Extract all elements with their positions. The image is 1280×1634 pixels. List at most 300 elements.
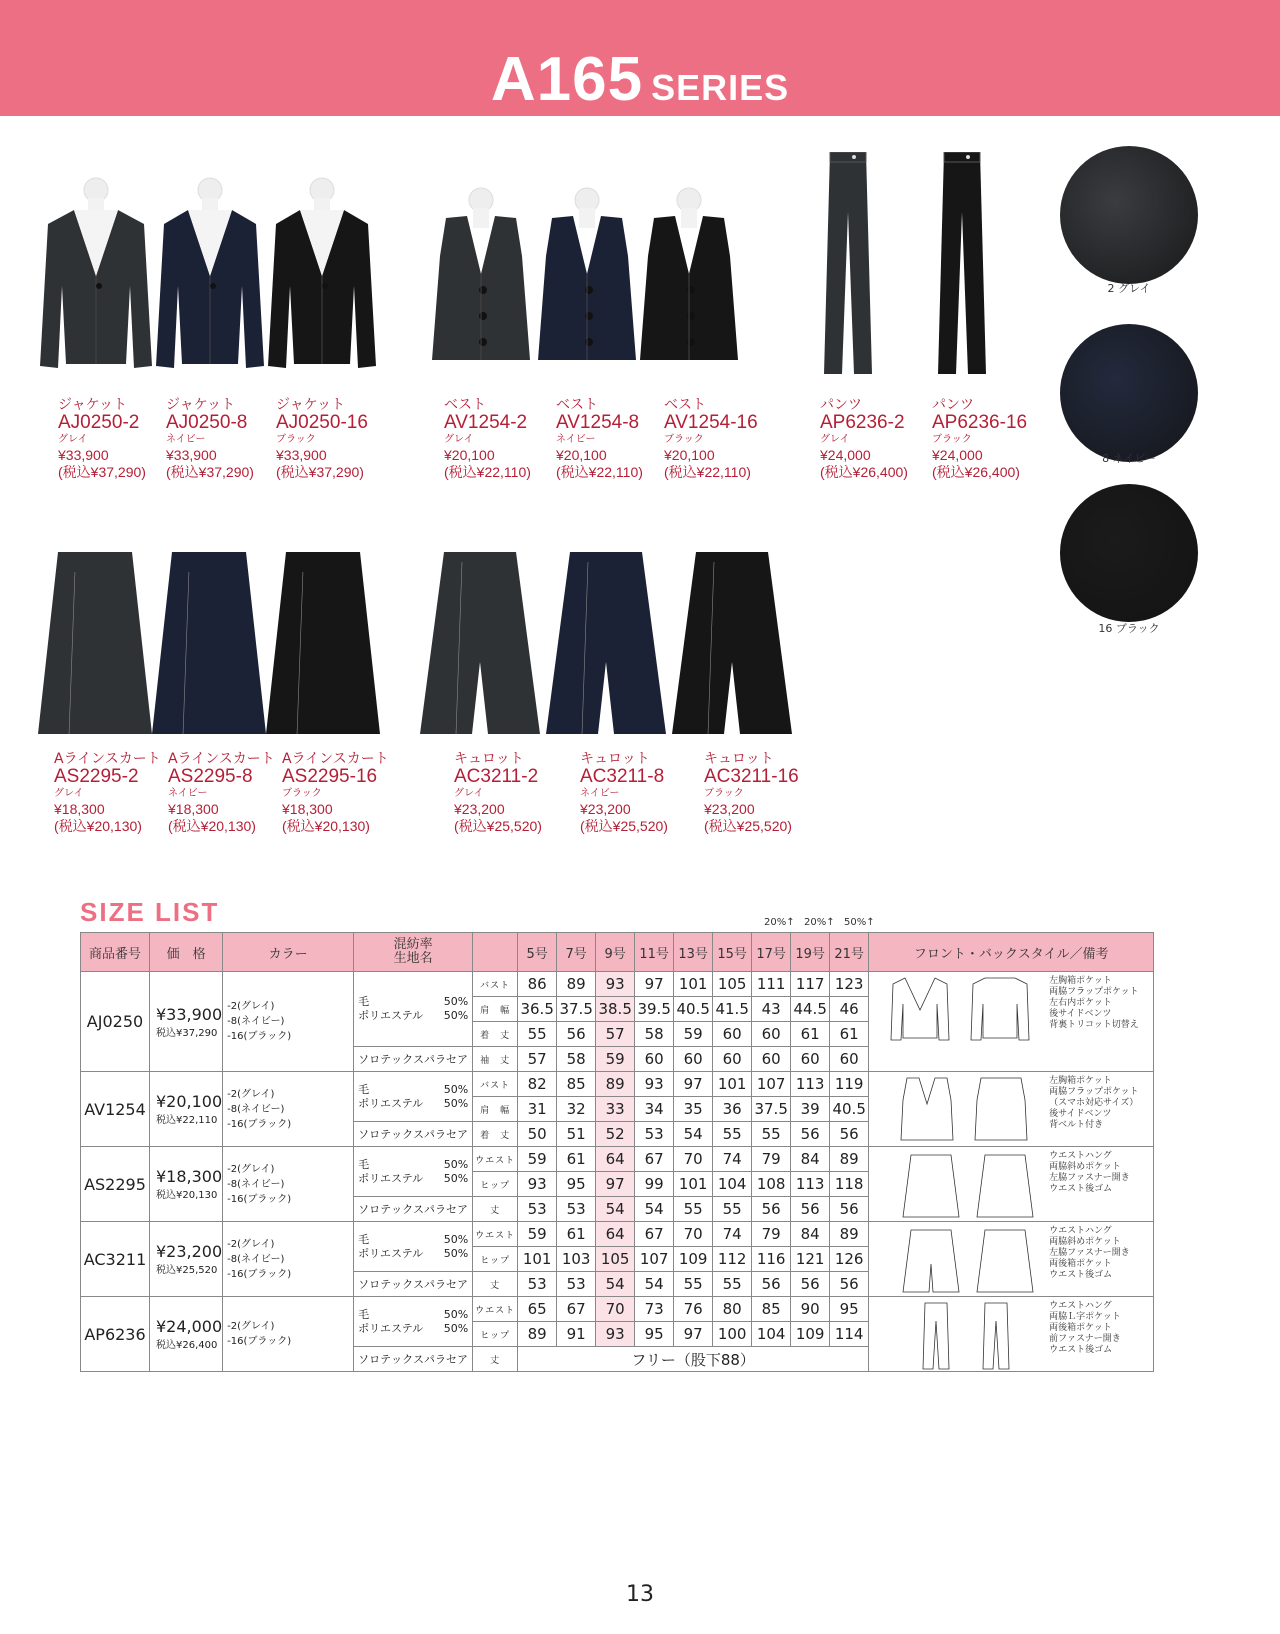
product-number: AC3211 — [81, 1222, 150, 1297]
product-info — [820, 398, 908, 481]
size-value: 74 — [713, 1147, 752, 1172]
size-value: 55 — [713, 1272, 752, 1297]
product-price: ¥20,100 — [556, 447, 607, 463]
header-color: カラー — [223, 933, 354, 972]
product-info — [282, 752, 389, 835]
size-value: 70 — [674, 1147, 713, 1172]
product-price-tax: (税込¥25,520) — [454, 818, 542, 834]
product-color: ネイビー — [168, 788, 208, 799]
material-name: ポリエステル — [358, 1246, 424, 1260]
product-image[interactable] — [822, 152, 874, 378]
size-value: 74 — [713, 1222, 752, 1247]
header-measure — [473, 933, 518, 972]
size-value: 53 — [557, 1197, 596, 1222]
product-image[interactable] — [150, 552, 268, 738]
size-value: 95 — [557, 1172, 596, 1197]
product-color: グレイ — [820, 434, 850, 445]
size-value: 61 — [791, 1022, 830, 1047]
size-value: 101 — [674, 972, 713, 997]
row-style — [869, 1222, 1154, 1297]
style-note: ウエスト後ゴム — [1049, 1270, 1113, 1280]
size-value: 52 — [596, 1122, 635, 1147]
row-colors — [223, 1072, 354, 1147]
size-value: 114 — [830, 1322, 869, 1347]
material-row — [358, 1322, 468, 1336]
material-pct: 50% — [443, 1082, 469, 1096]
style-notes — [1049, 1151, 1130, 1195]
header-size: 9号 — [596, 933, 635, 972]
series-title-main: A165 — [490, 45, 644, 114]
size-value: 93 — [596, 972, 635, 997]
row-colors — [223, 1297, 354, 1372]
color-option: -8(ネイビー) — [227, 1103, 285, 1115]
size-value: 100 — [713, 1322, 752, 1347]
size-value: 107 — [635, 1247, 674, 1272]
size-value: 57 — [596, 1022, 635, 1047]
measure-name: 丈 — [473, 1272, 518, 1297]
size-value: 61 — [830, 1022, 869, 1047]
measure-name: 丈 — [473, 1197, 518, 1222]
header-style: フロント・バックスタイル／備考 — [869, 933, 1154, 972]
size-value: 107 — [752, 1072, 791, 1097]
size-value: 67 — [635, 1147, 674, 1172]
product-code: AC3211-8 — [580, 766, 665, 787]
product-price-tax: (税込¥37,290) — [276, 464, 364, 480]
size-value: 93 — [596, 1322, 635, 1347]
material-pct: 50% — [443, 1246, 469, 1260]
product-price: ¥20,100 — [444, 447, 495, 463]
size-value: 64 — [596, 1147, 635, 1172]
product-image[interactable] — [36, 176, 156, 376]
material-pct: 50% — [443, 1171, 469, 1185]
material-pct: 50% — [443, 1321, 469, 1335]
product-price: ¥24,000 — [820, 447, 871, 463]
size-percent-note: 20%↑ — [764, 917, 795, 928]
style-note: 両後箱ポケット — [1049, 1259, 1112, 1269]
row-price — [150, 1147, 223, 1222]
color-option: -8(ネイビー) — [227, 1178, 285, 1190]
style-sketch — [879, 1224, 1049, 1300]
measure-name: 着 丈 — [473, 1122, 518, 1147]
product-price-tax: (税込¥26,400) — [932, 464, 1020, 480]
product-price: ¥18,300 — [168, 801, 219, 817]
product-image[interactable] — [936, 152, 988, 378]
size-value: 105 — [596, 1247, 635, 1272]
size-value: 37.5 — [557, 997, 596, 1022]
product-price: ¥18,300 — [54, 801, 105, 817]
product-image[interactable] — [670, 552, 794, 738]
material-row — [358, 1247, 468, 1261]
size-value: 39.5 — [635, 997, 674, 1022]
size-value: 104 — [713, 1172, 752, 1197]
size-value: 37.5 — [752, 1097, 791, 1122]
size-value: 55 — [674, 1197, 713, 1222]
measure-name: バスト — [473, 1072, 518, 1097]
page-header — [0, 0, 1280, 116]
size-value: 80 — [713, 1297, 752, 1322]
size-value: 89 — [830, 1222, 869, 1247]
size-value: 103 — [557, 1247, 596, 1272]
product-image[interactable] — [636, 186, 742, 366]
size-value: 117 — [791, 972, 830, 997]
row-price — [150, 1222, 223, 1297]
color-option: -2(グレイ) — [227, 1321, 275, 1332]
fabric-name: ソロテックスパラセア — [354, 1347, 473, 1372]
product-number: AV1254 — [81, 1072, 150, 1147]
product-color: ブラック — [664, 434, 704, 445]
product-code: AV1254-8 — [556, 412, 640, 433]
size-value: 84 — [791, 1222, 830, 1247]
material-row — [358, 1172, 468, 1186]
style-note: 両脇斜めポケット — [1049, 1162, 1121, 1172]
product-price: ¥24,000 — [932, 447, 983, 463]
style-note: ウエストハング — [1049, 1301, 1112, 1311]
product-price: ¥20,100 — [664, 447, 715, 463]
size-value: 73 — [635, 1297, 674, 1322]
size-value: 111 — [752, 972, 791, 997]
page-number: 13 — [626, 1582, 654, 1607]
measure-name: バスト — [473, 972, 518, 997]
size-value: 85 — [752, 1297, 791, 1322]
product-price: ¥23,200 — [580, 801, 631, 817]
product-price: ¥33,900 — [276, 447, 327, 463]
size-percent-note: 50%↑ — [844, 917, 875, 928]
material-pct: 50% — [443, 1307, 469, 1321]
size-value: 101 — [674, 1172, 713, 1197]
size-value: 33 — [596, 1097, 635, 1122]
product-image[interactable] — [264, 176, 380, 376]
color-option: -16(ブラック) — [227, 1268, 292, 1280]
size-value: 54 — [596, 1272, 635, 1297]
row-style — [869, 972, 1154, 1072]
style-note: 左脇ファスナー開き — [1049, 1248, 1130, 1258]
row-colors — [223, 1222, 354, 1297]
size-value: 59 — [518, 1222, 557, 1247]
measure-name: 丈 — [473, 1347, 518, 1372]
product-info — [580, 752, 668, 835]
size-value: 89 — [830, 1147, 869, 1172]
material-pct: 50% — [443, 1096, 469, 1110]
header-size: 17号 — [752, 933, 791, 972]
color-option: -16(ブラック) — [227, 1118, 292, 1130]
color-option: -2(グレイ) — [227, 1238, 275, 1250]
style-note: 左胸箱ポケット — [1049, 976, 1112, 986]
style-note: 前ファスナー開き — [1049, 1334, 1121, 1344]
size-value: 89 — [518, 1322, 557, 1347]
size-value: 56 — [752, 1197, 791, 1222]
color-option: -8(ネイビー) — [227, 1253, 285, 1265]
row-price-tax: 税込¥37,290 — [156, 1027, 218, 1039]
size-value: 97 — [596, 1172, 635, 1197]
product-color: ブラック — [276, 434, 316, 445]
row-material — [354, 1147, 473, 1197]
material-pct: 50% — [443, 995, 469, 1008]
row-price-value: ¥33,900 — [156, 1004, 223, 1024]
size-value: 97 — [674, 1322, 713, 1347]
size-percent-note: 20%↑ — [804, 917, 835, 928]
style-sketch — [879, 974, 1049, 1050]
product-image[interactable] — [428, 186, 534, 366]
header-material: 混紡率 生地名 — [354, 933, 473, 972]
product-image[interactable] — [264, 552, 382, 738]
size-list-title: SIZE LIST — [80, 897, 220, 927]
fabric-name: ソロテックスパラセア — [354, 1047, 473, 1072]
color-option: -8(ネイビー) — [227, 1016, 285, 1027]
size-value: 36.5 — [518, 997, 557, 1022]
product-color: ブラック — [932, 434, 972, 445]
row-colors — [223, 1147, 354, 1222]
product-number: AJ0250 — [81, 972, 150, 1072]
size-value: 36 — [713, 1097, 752, 1122]
size-value: 54 — [596, 1197, 635, 1222]
fabric-name: ソロテックスパラセア — [354, 1122, 473, 1147]
product-category: ベスト — [664, 397, 706, 413]
style-note: 背裏トリコット切替え — [1049, 1020, 1139, 1030]
size-value: 38.5 — [596, 997, 635, 1022]
color-option: -16(ブラック) — [227, 1031, 292, 1042]
size-value: 55 — [713, 1122, 752, 1147]
size-value: 53 — [518, 1197, 557, 1222]
size-value: 76 — [674, 1297, 713, 1322]
product-info — [166, 398, 254, 481]
size-value: 43 — [752, 997, 791, 1022]
row-price-value: ¥20,100 — [156, 1092, 223, 1111]
product-code: AC3211-16 — [704, 766, 799, 787]
size-value: 70 — [674, 1222, 713, 1247]
product-info — [664, 398, 758, 481]
style-note: ウエスト後ゴム — [1049, 1184, 1113, 1194]
size-value: 31 — [518, 1097, 557, 1122]
product-image[interactable] — [418, 552, 542, 738]
size-value: 67 — [557, 1297, 596, 1322]
size-value: 109 — [791, 1322, 830, 1347]
size-value: 70 — [596, 1297, 635, 1322]
color-option: -16(ブラック) — [227, 1336, 292, 1347]
size-value: 89 — [596, 1072, 635, 1097]
row-price-tax: 税込¥25,520 — [156, 1265, 218, 1276]
size-value: 53 — [518, 1272, 557, 1297]
size-value: 121 — [791, 1247, 830, 1272]
size-value: 97 — [674, 1072, 713, 1097]
size-value: 55 — [518, 1022, 557, 1047]
product-image[interactable] — [534, 186, 640, 366]
size-value: 54 — [674, 1122, 713, 1147]
product-info — [276, 398, 368, 481]
size-value: 95 — [635, 1322, 674, 1347]
size-value: 90 — [791, 1297, 830, 1322]
row-style — [869, 1072, 1154, 1147]
size-value: 58 — [635, 1022, 674, 1047]
row-material — [354, 1072, 473, 1122]
measure-name: 肩 幅 — [473, 997, 518, 1022]
product-price: ¥18,300 — [282, 801, 333, 817]
product-price-tax: (税込¥22,110) — [444, 464, 531, 480]
product-info — [932, 398, 1027, 481]
material-name: 毛 — [358, 995, 370, 1008]
size-value: 108 — [752, 1172, 791, 1197]
product-color: グレイ — [58, 434, 88, 445]
product-category: ジャケット — [58, 397, 128, 413]
product-info — [54, 752, 161, 835]
size-value: 60 — [713, 1047, 752, 1072]
header-size: 19号 — [791, 933, 830, 972]
style-notes — [1049, 1226, 1130, 1281]
table-row — [81, 1222, 1154, 1247]
size-value: 56 — [830, 1122, 869, 1147]
series-title — [0, 44, 1280, 115]
style-note: 左胸箱ポケット — [1049, 1076, 1112, 1086]
size-value: 32 — [557, 1097, 596, 1122]
product-price: ¥33,900 — [166, 447, 217, 463]
table-row — [81, 1147, 1154, 1172]
product-price-tax: (税込¥25,520) — [580, 818, 668, 834]
size-value: 112 — [713, 1247, 752, 1272]
material-name: 毛 — [358, 1082, 370, 1096]
row-price — [150, 972, 223, 1072]
row-price-value: ¥24,000 — [156, 1317, 223, 1336]
style-sketch — [879, 1149, 1049, 1225]
product-info — [704, 752, 799, 835]
style-note: 背ベルト付き — [1049, 1120, 1104, 1130]
product-color: ネイビー — [580, 788, 620, 799]
size-value: 118 — [830, 1172, 869, 1197]
product-image[interactable] — [152, 176, 268, 376]
size-value: 56 — [557, 1022, 596, 1047]
size-value: 82 — [518, 1072, 557, 1097]
product-color: ブラック — [704, 788, 744, 799]
header-size: 15号 — [713, 933, 752, 972]
size-value: 56 — [791, 1272, 830, 1297]
size-value: 85 — [557, 1072, 596, 1097]
series-title-sub: SERIES — [651, 67, 790, 108]
size-value: 97 — [635, 972, 674, 997]
size-value: 60 — [791, 1047, 830, 1072]
product-info — [454, 752, 542, 835]
color-option: -16(ブラック) — [227, 1193, 292, 1205]
product-image[interactable] — [544, 552, 668, 738]
size-value: 40.5 — [830, 1097, 869, 1122]
product-color: ネイビー — [556, 434, 596, 445]
style-note: 両脇フラップポケット — [1049, 1087, 1139, 1097]
size-value: 126 — [830, 1247, 869, 1272]
row-price-tax: 税込¥20,130 — [156, 1190, 218, 1201]
product-info — [444, 398, 531, 481]
size-value: 56 — [791, 1197, 830, 1222]
size-value: 50 — [518, 1122, 557, 1147]
size-value: 56 — [791, 1122, 830, 1147]
material-name: ポリエステル — [358, 1171, 424, 1185]
size-value: 60 — [635, 1047, 674, 1072]
size-value: 89 — [557, 972, 596, 997]
size-table-header — [81, 933, 1154, 972]
size-value: 60 — [752, 1022, 791, 1047]
header-size: 5号 — [518, 933, 557, 972]
size-value: 56 — [830, 1197, 869, 1222]
product-number: AP6236 — [81, 1297, 150, 1372]
product-category: パンツ — [932, 397, 974, 413]
row-price-value: ¥18,300 — [156, 1167, 223, 1186]
style-note: 両脇Ｌ字ポケット — [1049, 1312, 1121, 1322]
product-color: グレイ — [54, 788, 84, 799]
product-price-tax: (税込¥37,290) — [166, 464, 254, 480]
size-value: 60 — [752, 1047, 791, 1072]
material-row — [358, 995, 468, 1009]
size-value: 35 — [674, 1097, 713, 1122]
row-price-value: ¥23,200 — [156, 1242, 223, 1261]
product-category: ベスト — [444, 397, 486, 413]
measure-name: 肩 幅 — [473, 1097, 518, 1122]
product-price: ¥23,200 — [454, 801, 505, 817]
fabric-swatch — [1060, 484, 1198, 622]
product-number: AS2295 — [81, 1147, 150, 1222]
color-option: -2(グレイ) — [227, 1001, 275, 1012]
product-code: AJ0250-2 — [58, 412, 140, 433]
color-option: -2(グレイ) — [227, 1088, 275, 1100]
size-value: 59 — [518, 1147, 557, 1172]
material-row — [358, 1233, 468, 1247]
product-color: ブラック — [282, 788, 322, 799]
product-price-tax: (税込¥22,110) — [664, 464, 751, 480]
size-value: 91 — [557, 1322, 596, 1347]
product-image[interactable] — [36, 552, 154, 738]
product-price-tax: (税込¥22,110) — [556, 464, 643, 480]
size-value: 65 — [518, 1297, 557, 1322]
product-code: AS2295-16 — [282, 766, 378, 787]
size-value: 59 — [674, 1022, 713, 1047]
style-note: ウエストハング — [1049, 1226, 1112, 1236]
size-value: 41.5 — [713, 997, 752, 1022]
style-note: （スマホ対応サイズ） — [1049, 1098, 1139, 1108]
product-color: ネイビー — [166, 434, 206, 445]
size-value: 109 — [674, 1247, 713, 1272]
row-colors — [223, 972, 354, 1072]
material-row — [358, 1097, 468, 1111]
product-price-tax: (税込¥20,130) — [54, 818, 142, 834]
product-code: AS2295-2 — [54, 766, 139, 787]
table-row — [81, 1072, 1154, 1097]
header-size: 21号 — [830, 933, 869, 972]
row-price-tax: 税込¥22,110 — [156, 1115, 218, 1126]
style-note: 両脇フラップポケット — [1049, 987, 1139, 997]
measure-free: フリー（股下88） — [518, 1347, 869, 1372]
header-code: 商品番号 — [81, 933, 150, 972]
product-code: AV1254-2 — [444, 412, 528, 433]
size-table — [80, 932, 1154, 1372]
size-value: 95 — [830, 1297, 869, 1322]
product-price-tax: (税込¥25,520) — [704, 818, 792, 834]
size-value: 55 — [752, 1122, 791, 1147]
size-value: 46 — [830, 997, 869, 1022]
size-value: 40.5 — [674, 997, 713, 1022]
measure-name: ウエスト — [473, 1297, 518, 1322]
material-row — [358, 1158, 468, 1172]
row-material — [354, 972, 473, 1047]
size-value: 79 — [752, 1147, 791, 1172]
size-value: 53 — [557, 1272, 596, 1297]
row-price — [150, 1297, 223, 1372]
size-value: 60 — [830, 1047, 869, 1072]
product-category: Aラインスカート — [54, 751, 161, 767]
size-value: 101 — [713, 1072, 752, 1097]
measure-name: ヒップ — [473, 1322, 518, 1347]
size-value: 113 — [791, 1172, 830, 1197]
row-price — [150, 1072, 223, 1147]
size-value: 116 — [752, 1247, 791, 1272]
product-color: グレイ — [444, 434, 474, 445]
row-material — [354, 1297, 473, 1347]
product-price: ¥33,900 — [58, 447, 109, 463]
fabric-name: ソロテックスパラセア — [354, 1197, 473, 1222]
